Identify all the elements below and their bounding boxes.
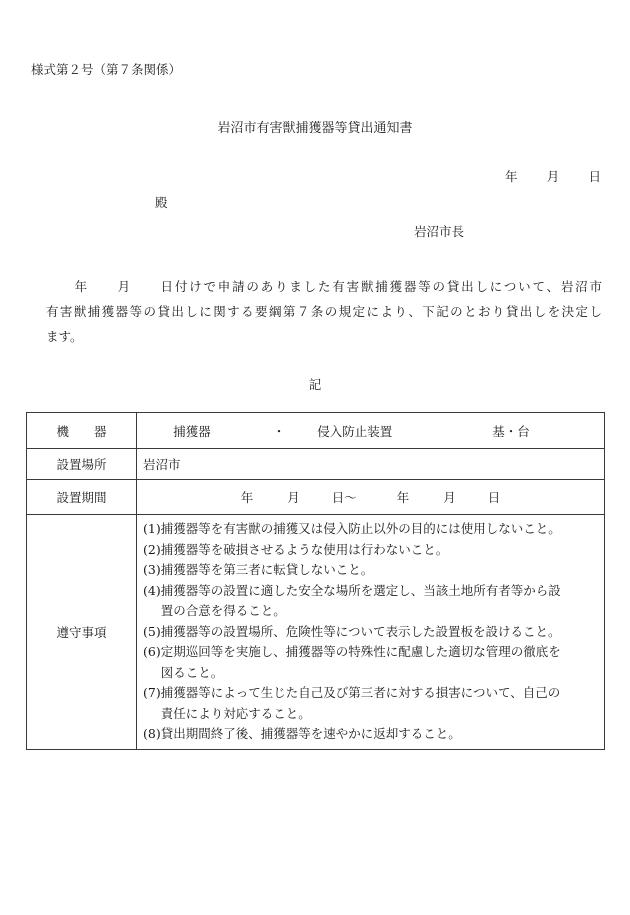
rule-item — [143, 622, 602, 643]
location-value: 岩沼市 — [137, 449, 605, 480]
sender-name: 岩沼市長 — [414, 224, 465, 239]
rule-number: (2) — [143, 541, 161, 557]
rule-item — [143, 581, 602, 622]
rule-text: 捕獲器等を第三者に転貸しないこと。 — [160, 562, 374, 577]
period-start-day: 日～ — [331, 490, 357, 505]
date-day: 日 — [588, 169, 601, 184]
form-number: 様式第２号（第７条関係） — [31, 62, 182, 77]
loan-details-table — [26, 412, 605, 750]
rule-number: (6) — [143, 644, 161, 659]
rules-label: 遵守事項 — [27, 515, 137, 750]
rule-number: (8) — [143, 726, 161, 741]
body-line: ます。 — [46, 329, 83, 344]
rule-number: (3) — [143, 562, 161, 577]
location-label: 設置場所 — [27, 449, 137, 480]
notice-body — [46, 274, 602, 349]
rule-item — [143, 560, 602, 581]
date-month: 月 — [546, 169, 560, 184]
table-row-period — [27, 480, 605, 515]
rule-text: 捕獲器等を有害獣の捕獲又は侵入防止以外の目的には使用しないこと。 — [160, 521, 561, 536]
rule-text: 捕獲器等の設置場所、危険性等について表示した設置板を設けること。 — [160, 623, 561, 639]
rule-text-continued: 責任により対応すること。 — [160, 705, 311, 721]
rule-item — [143, 724, 602, 745]
rule-item — [143, 642, 602, 683]
table-row-rules — [27, 515, 605, 750]
period-end-month: 月 — [443, 490, 456, 505]
period-value — [137, 480, 605, 515]
table-row-location — [27, 449, 605, 480]
rule-item — [143, 519, 602, 540]
rule-text: 捕獲器等の設置に適した安全な場所を選定し、当該土地所有者等から設 — [160, 582, 561, 598]
period-start-year: 年 — [240, 490, 254, 505]
document-title: 岩沼市有害獣捕獲器等貸出通知書 — [217, 121, 413, 136]
rule-item — [143, 540, 602, 561]
period-end-day: 日 — [487, 490, 501, 505]
period-start-month: 月 — [287, 490, 300, 505]
rule-item — [143, 683, 602, 724]
rule-number: (4) — [143, 582, 161, 598]
table-row-equipment — [27, 413, 605, 449]
rule-number: (5) — [143, 623, 161, 639]
date-year: 年 — [505, 169, 518, 184]
body-line: 有害獣捕獲器等の貸出しに関する要綱第７条の規定により、下記のとおり貸出しを決定し — [46, 304, 602, 319]
rule-text-continued: 置の合意を得ること。 — [160, 603, 286, 618]
ki-heading: 記 — [308, 377, 322, 392]
period-label: 設置期間 — [27, 480, 137, 515]
body-line: 年 月 日付けで申請のありました有害獣捕獲器等の貸出しについて、岩沼市 — [46, 279, 602, 294]
period-end-year: 年 — [396, 490, 410, 505]
equipment-value — [137, 413, 605, 449]
equipment-trap: 捕獲器 — [173, 423, 211, 439]
equipment-label: 機 器 — [27, 413, 137, 449]
rule-text: 貸出期間終了後、捕獲器等を速やかに返却すること。 — [160, 726, 461, 741]
issue-date — [505, 167, 601, 185]
rule-text-continued: 図ること。 — [160, 664, 224, 680]
addressee-suffix: 殿 — [155, 195, 168, 210]
rule-text: 定期巡回等を実施し、捕獲器等の特殊性に配慮した適切な管理の徹底を — [160, 644, 561, 659]
rule-text: 捕獲器等を破損させるような使用は行わないこと。 — [160, 541, 449, 557]
rule-number: (1) — [143, 521, 161, 536]
equipment-unit: 基・台 — [492, 423, 530, 439]
equipment-separator: ・ — [272, 423, 286, 439]
rules-list — [137, 515, 605, 750]
rule-text: 捕獲器等によって生じた自己及び第三者に対する損害について、自己の — [160, 685, 561, 700]
equipment-fence: 侵入防止装置 — [317, 423, 393, 439]
rule-number: (7) — [143, 685, 161, 700]
